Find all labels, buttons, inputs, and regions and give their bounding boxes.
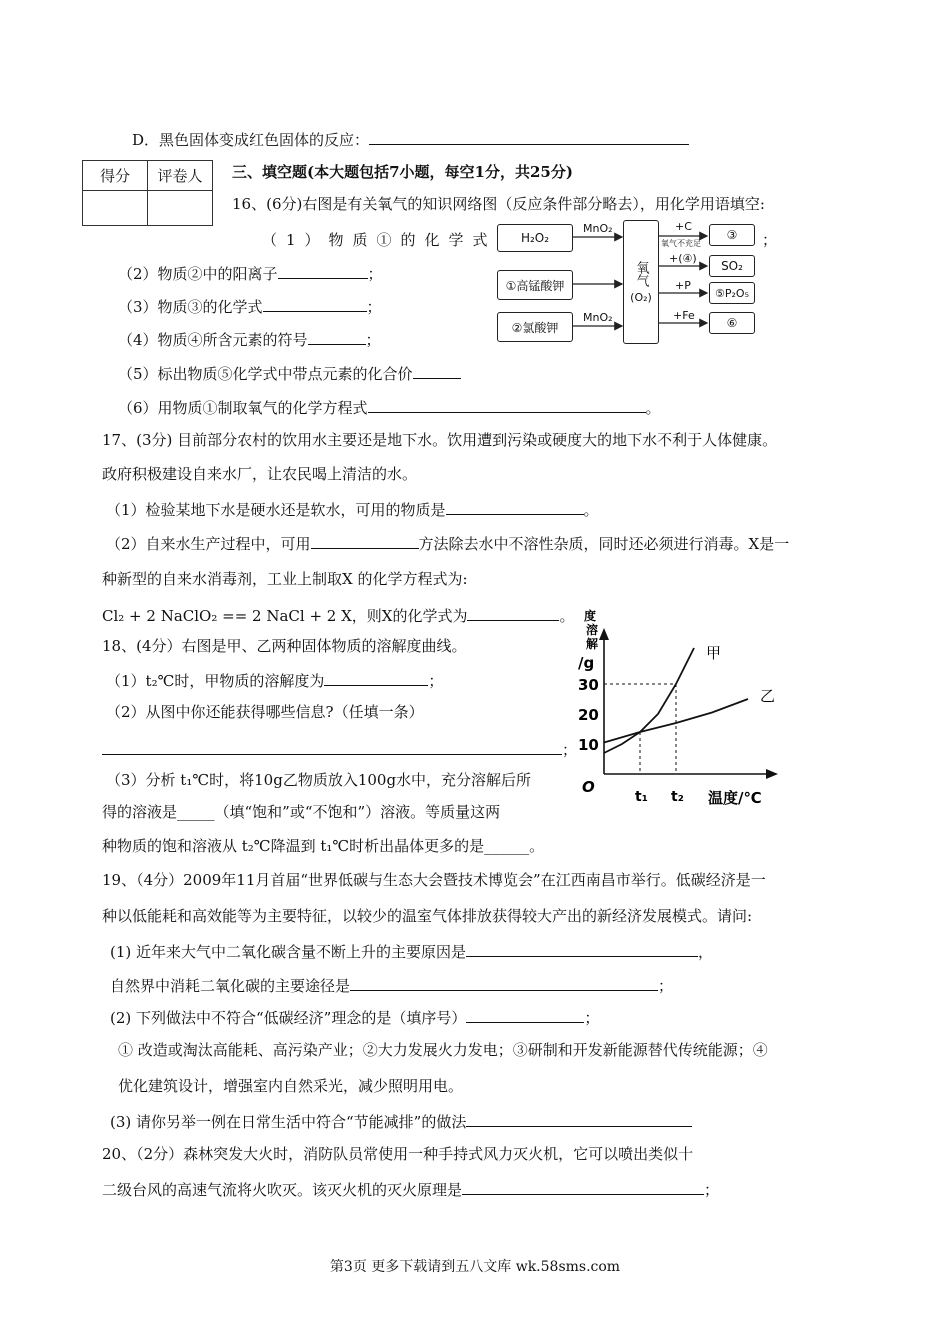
q19-part1: (1) 近年来大气中二氧化碳含量不断上升的主要原因是: [110, 943, 467, 961]
q17-line6-end: 。: [559, 607, 575, 625]
x-tick-label: t₁: [635, 789, 648, 805]
q17-part1-line: [106, 498, 599, 520]
q19-line1: 19、（4分）2009年11月首届“世界低碳与生态大会暨技术博览会”在江西南昌市举行。低碳经济是一: [102, 871, 766, 889]
q19-options-line2: 优化建筑设计，增强室内自然采光，减少照明用电。: [118, 1077, 464, 1095]
q18-stem: 18、(4分）右图是甲、乙两种固体物质的溶解度曲线。: [102, 637, 467, 655]
y-axis-label-char: 溶: [586, 623, 599, 637]
q16-part3-line: [118, 295, 382, 317]
q18-part1: （1）t₂℃时，甲物质的溶解度为: [106, 672, 325, 690]
q18-part1-line: [106, 669, 443, 691]
y-axis-label-char: 度: [584, 609, 597, 623]
oxygen-box: [623, 220, 659, 344]
score-header: 得分: [83, 161, 148, 191]
answer-blank[interactable]: [324, 669, 428, 686]
chart-static-layer: [599, 628, 778, 779]
y-axis-label-char: 解: [586, 637, 599, 651]
y-tick-label: 10: [578, 736, 599, 754]
q19-part3-line: [110, 1110, 692, 1132]
answer-blank[interactable]: [311, 532, 419, 549]
oxygen-name: 氧气: [633, 260, 649, 287]
answer-blank[interactable]: [278, 262, 368, 279]
plus-c-label: +C: [675, 220, 692, 233]
q18-part3a: （3）分析 t₁℃时，将10g乙物质放入100g水中，充分溶解后所: [106, 771, 532, 789]
plus-p-label: +P: [675, 279, 691, 292]
q20-text: 二级台风的高速气流将火吹灭。该灭火机的灭火原理是: [102, 1181, 463, 1199]
option-d-line: [132, 128, 689, 150]
answer-blank[interactable]: [466, 940, 698, 957]
x-tick-label: t₂: [671, 789, 684, 805]
mno2-label-bottom: MnO₂: [583, 311, 613, 324]
q17-part1: （1）检验某地下水是硬水还是软水，可用的物质是: [106, 501, 446, 519]
score-cell[interactable]: [83, 191, 148, 226]
series-label: 甲: [706, 644, 722, 662]
so2-box: SO₂: [709, 255, 755, 277]
y-tick-label: 30: [578, 676, 599, 694]
q19-part2: (2) 下列做法中不符合“低碳经济”理念的是（填序号）: [110, 1009, 467, 1027]
y-axis-arrow: [599, 628, 609, 640]
plus-fe-label: +Fe: [673, 309, 695, 322]
answer-blank[interactable]: [263, 295, 367, 312]
q18-part3b: 得的溶液是_____（填“饱和”或“不饱和”）溶液。等质量这两: [102, 803, 501, 821]
q17-part2-line: [106, 532, 789, 554]
q19-part1b-end: ；: [658, 977, 674, 995]
q19-options-line1: ① 改造或淘汰高能耗、高污染产业；②大力发展火力发电；③研制和开发新能源替代传统能源；④: [118, 1041, 768, 1059]
q17-part1-end: 。: [583, 501, 599, 519]
answer-blank[interactable]: [368, 396, 646, 413]
q16-part2: （2）物质②中的阳离子: [118, 265, 278, 283]
section-title: 三、填空题(本大题包括7小题，每空1分，共25分): [232, 163, 573, 181]
grader-cell[interactable]: [148, 191, 213, 226]
q16-part5-line: [118, 362, 461, 384]
kclo3-box: ②氯酸钾: [497, 312, 573, 342]
q19-part1b: 自然界中消耗二氧化碳的主要途径是: [110, 977, 351, 995]
answer-blank[interactable]: [446, 498, 584, 515]
y-axis-unit: /g: [578, 654, 595, 672]
q19-part1-end: ，: [698, 943, 714, 961]
q16-part3: （3）物质③的化学式: [118, 298, 263, 316]
q18-part2-answer-line: [102, 738, 577, 760]
q16-part4: （4）物质④所含元素的符号: [118, 331, 308, 349]
q16-part6-end: 。: [645, 399, 661, 417]
score-table: [82, 160, 213, 226]
y-tick-label: 20: [578, 706, 599, 724]
h2o2-box: H₂O₂: [497, 224, 573, 252]
q19-part3: (3) 请你另举一例在日常生活中符合“节能减排”的做法: [110, 1113, 467, 1131]
x-axis-label: 温度/℃: [708, 789, 762, 806]
answer-blank[interactable]: [413, 362, 461, 379]
q17-line6: [102, 604, 574, 626]
q19-part1-line: [110, 940, 713, 962]
q16-part4-end: ；: [365, 331, 381, 349]
q16-part6: （6）用物质①制取氧气的化学方程式: [118, 399, 368, 417]
answer-blank[interactable]: [308, 328, 366, 345]
kmno4-box: ①高锰酸钾: [497, 270, 573, 300]
q19-part2-line: [110, 1006, 599, 1028]
solubility-chart: [572, 606, 782, 806]
q20-line2-end: ；: [704, 1181, 720, 1199]
q16-part3-end: ；: [366, 298, 382, 316]
answer-blank[interactable]: [466, 1006, 584, 1023]
answer-blank[interactable]: [467, 604, 559, 621]
mno2-label-top: MnO₂: [583, 222, 613, 235]
oxygen-formula: (O₂): [630, 290, 652, 304]
p2o5-box: ⑤P₂O₅: [709, 282, 755, 304]
product-6-box: ⑥: [709, 312, 755, 334]
plus-4-label: +(④): [669, 252, 697, 265]
oxygen-network-diagram: [495, 218, 765, 346]
series-line-jia: [604, 648, 694, 753]
q17-part2b: 方法除去水中不溶性杂质，同时还必须进行消毒。X是一: [418, 535, 790, 553]
q16-part4-line: [118, 328, 381, 350]
q18-part1-end: ；: [428, 672, 444, 690]
x-axis-arrow: [766, 769, 778, 779]
product-3-box: ③: [709, 224, 755, 246]
q16-part5: （5）标出物质⑤化学式中带点元素的化合价: [118, 365, 413, 383]
q19-part2-end: ；: [584, 1009, 600, 1027]
q18-part2: （2）从图中你还能获得哪些信息?（任填一条）: [106, 703, 424, 721]
q17-part2a: （2）自来水生产过程中，可用: [106, 535, 311, 553]
q18-part2-end: ；: [562, 741, 578, 759]
q20-line1: 20、（2分）森林突发大火时，消防队员常使用一种手持式风力灭火机，它可以喷出类似十: [102, 1145, 694, 1163]
q20-line2: [102, 1178, 719, 1200]
q19-line2: 种以低能耗和高效能等为主要特征，以较少的温室气体排放获得较大产出的新经济发展模式。请问:: [102, 907, 753, 925]
series-label: 乙: [760, 687, 776, 705]
q17-line5: 种新型的自来水消毒剂，工业上制取X 的化学方程式为:: [102, 570, 468, 588]
answer-blank[interactable]: [350, 974, 658, 991]
q16-part2-end: ；: [367, 265, 383, 283]
q18-part3c: 种物质的饱和溶液从 t₂℃降温到 t₁℃时析出晶体更多的是______。: [102, 837, 545, 855]
answer-blank[interactable]: [102, 738, 562, 755]
origin-label: O: [582, 778, 595, 796]
answer-blank[interactable]: [462, 1178, 704, 1195]
q16-part1-end: ；: [762, 231, 778, 249]
option-d-text: D．黑色固体变成红色固体的反应：: [132, 131, 370, 149]
answer-blank[interactable]: [466, 1110, 692, 1127]
answer-blank[interactable]: [369, 128, 689, 145]
grader-header: 评卷人: [148, 161, 213, 191]
q17-equation: Cl₂ + 2 NaClO₂ == 2 NaCl + 2 X，则X的化学式为: [102, 607, 468, 625]
q16-stem: 16、(6分)右图是有关氧气的知识网络图（反应条件部分略去），用化学用语填空:: [232, 195, 765, 213]
page-footer: 第3页 更多下载请到五八文库 wk.58sms.com: [329, 1259, 621, 1275]
limited-oxygen-label: 氧气不充足: [661, 239, 701, 248]
q19-part1b-line: [110, 974, 673, 996]
q17-line2: 政府积极建设自来水厂，让农民喝上清洁的水。: [102, 465, 418, 483]
q16-part6-line: [118, 396, 661, 418]
q17-line1: 17、(3分) 目前部分农村的饮用水主要还是地下水。饮用遭到污染或硬度大的地下水不利于人体健康。: [102, 431, 778, 449]
q16-part2-line: [118, 262, 383, 284]
q16-part1: （1）物质①的化学式: [262, 231, 497, 249]
